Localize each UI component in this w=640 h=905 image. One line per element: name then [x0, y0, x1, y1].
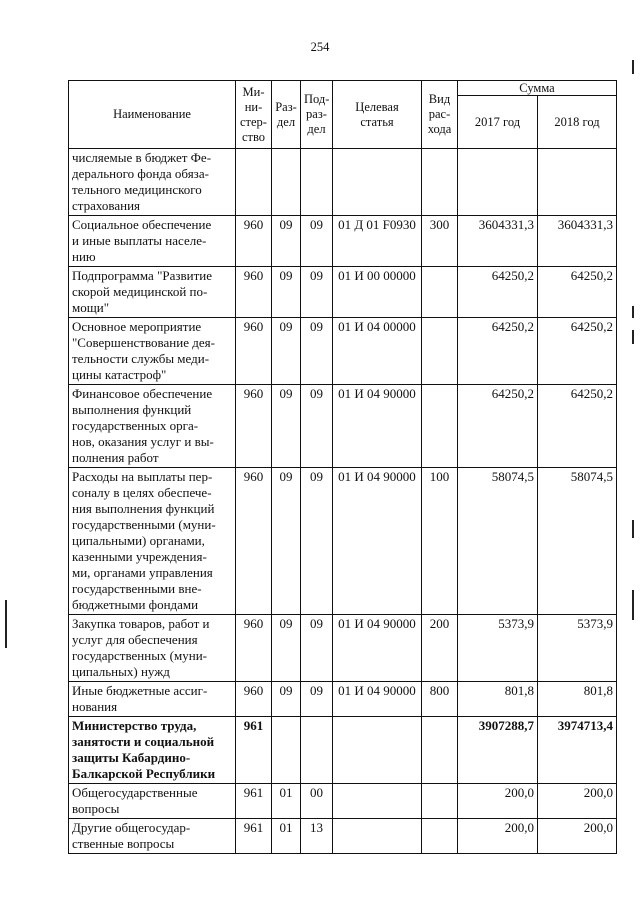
- cell-sum-2017: 3604331,3: [458, 216, 538, 267]
- cell-ministry: 961: [236, 784, 272, 819]
- cell-ministry: 960: [236, 318, 272, 385]
- cell-sum-2018: 801,8: [538, 682, 617, 717]
- header-target: Целевая статья: [333, 81, 422, 149]
- cell-ministry: 960: [236, 468, 272, 615]
- table-row: [69, 149, 617, 216]
- cell-expense: [422, 784, 458, 819]
- cell-ministry: 960: [236, 385, 272, 468]
- header-ministry: Ми- ни- стер- ство: [236, 81, 272, 149]
- cell-subsection: 09: [301, 318, 333, 385]
- cell-subsection: 13: [301, 819, 333, 854]
- cell-target: 01 И 04 90000: [333, 682, 422, 717]
- cell-ministry: 960: [236, 682, 272, 717]
- cell-sum-2018: [538, 149, 617, 216]
- cell-section: 01: [272, 819, 301, 854]
- cell-expense: 300: [422, 216, 458, 267]
- cell-section: [272, 149, 301, 216]
- scan-edge-mark: [632, 590, 634, 620]
- cell-sum-2018: 200,0: [538, 784, 617, 819]
- cell-subsection: 09: [301, 385, 333, 468]
- cell-ministry: [236, 149, 272, 216]
- cell-name: Финансовое обеспечение выполнения функций государственных орга- нов, оказания услуг и вы- полнения работ: [69, 385, 236, 468]
- cell-section: 09: [272, 468, 301, 615]
- cell-subsection: 00: [301, 784, 333, 819]
- cell-ministry: 960: [236, 267, 272, 318]
- cell-sum-2018: 64250,2: [538, 267, 617, 318]
- cell-section: 09: [272, 267, 301, 318]
- cell-name: Иные бюджетные ассиг- нования: [69, 682, 236, 717]
- scan-edge-mark: [5, 600, 7, 648]
- cell-sum-2017: 58074,5: [458, 468, 538, 615]
- cell-name: Другие общегосудар- ственные вопросы: [69, 819, 236, 854]
- cell-target: [333, 819, 422, 854]
- cell-sum-2018: 5373,9: [538, 615, 617, 682]
- cell-sum-2018: 64250,2: [538, 385, 617, 468]
- cell-expense: [422, 318, 458, 385]
- table-row: [69, 318, 617, 385]
- cell-section: 09: [272, 216, 301, 267]
- cell-section: 09: [272, 682, 301, 717]
- cell-sum-2017: [458, 149, 538, 216]
- cell-subsection: 09: [301, 267, 333, 318]
- cell-sum-2017: 64250,2: [458, 318, 538, 385]
- cell-expense: 200: [422, 615, 458, 682]
- cell-sum-2017: 64250,2: [458, 267, 538, 318]
- table-body: [69, 149, 617, 854]
- cell-name: Закупка товаров, работ и услуг для обеспечения государственных (муни- ципальных) нужд: [69, 615, 236, 682]
- cell-sum-2017: 200,0: [458, 784, 538, 819]
- scan-edge-mark: [632, 330, 634, 344]
- cell-expense: [422, 149, 458, 216]
- cell-expense: 100: [422, 468, 458, 615]
- cell-target: [333, 717, 422, 784]
- table-row: [69, 819, 617, 854]
- cell-sum-2017: 801,8: [458, 682, 538, 717]
- cell-sum-2018: 58074,5: [538, 468, 617, 615]
- header-2017: 2017 год: [458, 96, 538, 149]
- cell-expense: [422, 385, 458, 468]
- cell-ministry: 960: [236, 615, 272, 682]
- cell-sum-2018: 200,0: [538, 819, 617, 854]
- cell-sum-2018: 3974713,4: [538, 717, 617, 784]
- cell-sum-2017: 200,0: [458, 819, 538, 854]
- page-number: 254: [310, 40, 330, 54]
- table-row: [69, 267, 617, 318]
- cell-target: 01 Д 01 F0930: [333, 216, 422, 267]
- table-row: [69, 615, 617, 682]
- cell-target: [333, 149, 422, 216]
- cell-name: Подпрограмма "Развитие скорой медицинской по- мощи": [69, 267, 236, 318]
- header-sum: Сумма: [458, 81, 617, 96]
- cell-subsection: [301, 149, 333, 216]
- table-row: [69, 682, 617, 717]
- budget-table: [68, 80, 617, 854]
- cell-subsection: 09: [301, 216, 333, 267]
- cell-sum-2017: 3907288,7: [458, 717, 538, 784]
- cell-name: Социальное обеспечение и иные выплаты населе- нию: [69, 216, 236, 267]
- cell-subsection: 09: [301, 615, 333, 682]
- cell-target: 01 И 00 00000: [333, 267, 422, 318]
- cell-ministry: 961: [236, 819, 272, 854]
- header-name: Наименование: [69, 81, 236, 149]
- cell-sum-2018: 3604331,3: [538, 216, 617, 267]
- header-2018: 2018 год: [538, 96, 617, 149]
- table-row: [69, 468, 617, 615]
- cell-section: 09: [272, 385, 301, 468]
- table-row: [69, 717, 617, 784]
- scan-edge-mark: [632, 60, 634, 74]
- cell-expense: [422, 717, 458, 784]
- cell-subsection: 09: [301, 468, 333, 615]
- cell-section: [272, 717, 301, 784]
- cell-name: числяемые в бюджет Фе- дерального фонда обяза- тельного медицинского страхования: [69, 149, 236, 216]
- cell-target: [333, 784, 422, 819]
- cell-target: 01 И 04 00000: [333, 318, 422, 385]
- cell-section: 09: [272, 318, 301, 385]
- cell-expense: [422, 819, 458, 854]
- cell-expense: [422, 267, 458, 318]
- cell-name: Основное мероприятие "Совершенствование дея- тельности службы меди- цины катастроф": [69, 318, 236, 385]
- cell-target: 01 И 04 90000: [333, 468, 422, 615]
- cell-ministry: 961: [236, 717, 272, 784]
- cell-expense: 800: [422, 682, 458, 717]
- cell-sum-2017: 64250,2: [458, 385, 538, 468]
- cell-section: 01: [272, 784, 301, 819]
- table-row: [69, 216, 617, 267]
- cell-subsection: [301, 717, 333, 784]
- cell-sum-2017: 5373,9: [458, 615, 538, 682]
- cell-target: 01 И 04 90000: [333, 385, 422, 468]
- cell-target: 01 И 04 90000: [333, 615, 422, 682]
- cell-section: 09: [272, 615, 301, 682]
- cell-sum-2018: 64250,2: [538, 318, 617, 385]
- table-row: [69, 385, 617, 468]
- scan-edge-mark: [632, 520, 634, 538]
- cell-subsection: 09: [301, 682, 333, 717]
- cell-name: Общегосударственные вопросы: [69, 784, 236, 819]
- cell-name: Министерство труда, занятости и социальной защиты Кабардино- Балкарской Республики: [69, 717, 236, 784]
- header-section: Раз- дел: [272, 81, 301, 149]
- header-expense: Вид рас- хода: [422, 81, 458, 149]
- table-row: [69, 784, 617, 819]
- cell-name: Расходы на выплаты пер- соналу в целях обеспече- ния выполнения функций государственными (муни- ципальными) органами, казенными учреждения- ми, органами управления государственными вне- бюджетными фондами: [69, 468, 236, 615]
- header-row: [69, 81, 617, 96]
- header-subsection: Под- раз- дел: [301, 81, 333, 149]
- cell-ministry: 960: [236, 216, 272, 267]
- scan-edge-mark: [632, 306, 634, 318]
